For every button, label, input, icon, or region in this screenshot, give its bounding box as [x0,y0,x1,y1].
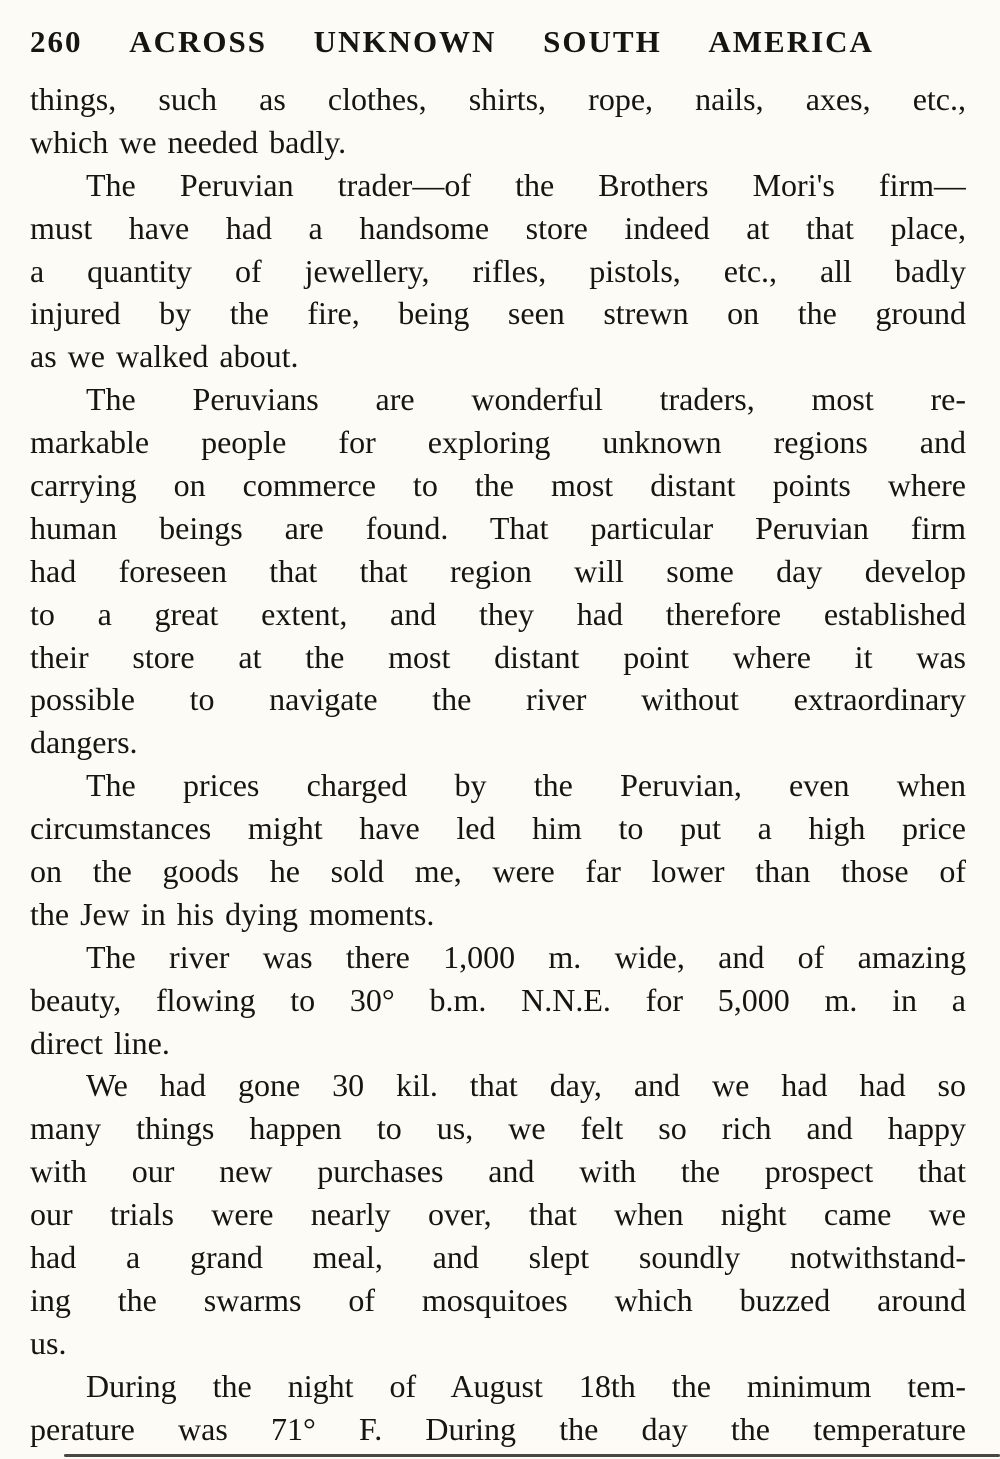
text-line: many things happen to us, we felt so rich and happy [30,1110,966,1147]
text-line: ing the swarms of mosquitoes which buzzed around [30,1281,966,1318]
text-line: dangers. [30,724,138,761]
text-line: human beings are found. That particular Peruvian firm [30,509,966,546]
header-title-word: SOUTH [543,24,662,59]
scan-edge-line [64,1454,1000,1457]
text-line: which we needed badly. [30,123,347,160]
text-line: us. [30,1324,67,1361]
paragraph [30,378,966,764]
text-line: had foreseen that that region will some day develop [30,552,966,589]
text-line: our trials were nearly over, that when night came we [30,1196,966,1233]
page-number: 260 [30,24,83,59]
text-line: as we walked about. [30,338,299,375]
text-line: carrying on commerce to the most distant points where [30,467,966,504]
paragraph [30,78,966,164]
text-line: on the goods he sold me, were far lower than those of [30,853,966,890]
page-body [30,78,966,1451]
text-line: to a great extent, and they had therefore established [30,595,966,632]
text-line: circumstances might have led him to put a high price [30,810,966,847]
header-title-word: UNKNOWN [313,24,497,59]
text-line: possible to navigate the river without extraordinary [30,681,966,718]
text-line: During the night of August 18th the minimum tem- [86,1367,966,1404]
paragraph [30,1365,966,1451]
text-line: a quantity of jewellery, rifles, pistols, etc., all badly [30,252,966,289]
paragraph [30,764,966,936]
text-line: with our new purchases and with the prospect that [30,1153,966,1190]
text-line: their store at the most distant point where it was [30,638,966,675]
text-line: markable people for exploring unknown regions and [30,424,966,461]
text-line: must have had a handsome store indeed at that place, [30,209,966,246]
text-line: The prices charged by the Peruvian, even when [86,767,966,804]
text-line: had a grand meal, and slept soundly notwithstand- [30,1239,966,1276]
text-line: We had gone 30 kil. that day, and we had had so [86,1067,966,1104]
text-line: The river was there 1,000 m. wide, and of amazing [86,938,966,975]
text-line: perature was 71° F. During the day the temperature [30,1410,966,1447]
header-title-word: ACROSS [129,24,267,59]
text-line: things, such as clothes, shirts, rope, nails, axes, etc., [30,81,966,117]
text-line: The Peruvians are wonderful traders, most re- [86,381,966,418]
paragraph [30,164,966,378]
running-header [30,24,966,60]
paragraph [30,1064,966,1364]
text-line: injured by the fire, being seen strewn on the ground [30,295,966,332]
header-title-word: AMERICA [708,24,874,59]
paragraph [30,936,966,1065]
text-line: The Peruvian trader—of the Brothers Mori's firm— [86,166,966,203]
text-line: direct line. [30,1024,170,1061]
text-line: the Jew in his dying moments. [30,895,435,932]
text-line: beauty, flowing to 30° b.m. N.N.E. for 5,000 m. in a [30,981,966,1018]
